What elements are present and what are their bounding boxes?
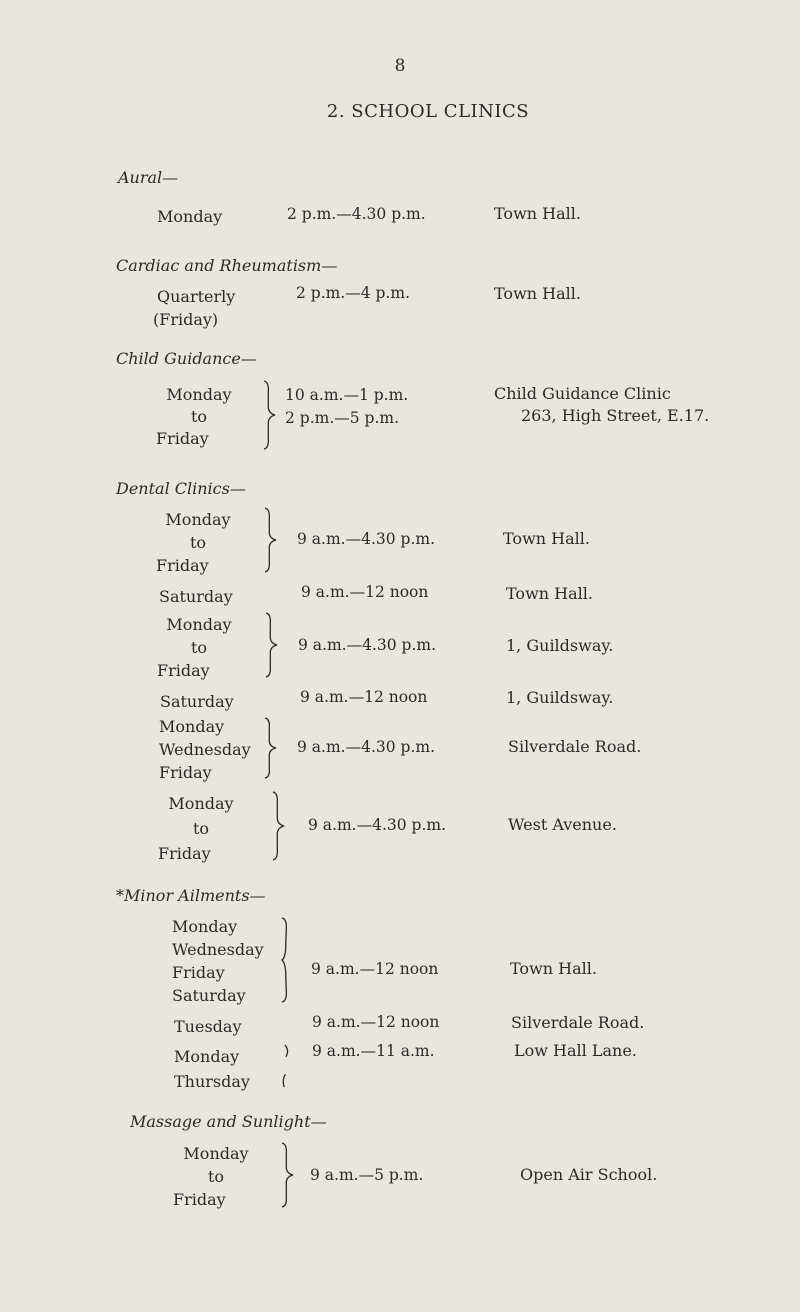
day-label: Monday	[159, 717, 225, 736]
day-label: Friday	[159, 763, 212, 782]
row-time: 9 a.m.—4.30 p.m.	[297, 530, 435, 548]
right-brace	[263, 716, 277, 780]
row-days	[156, 508, 240, 577]
row-days	[173, 1142, 259, 1211]
row-days	[153, 285, 236, 331]
row-location: Town Hall.	[503, 529, 590, 548]
row-days	[174, 1044, 250, 1094]
day-label: Saturday	[160, 692, 234, 711]
day-label: Friday	[158, 844, 211, 863]
row-location: Town Hall.	[494, 204, 581, 223]
row-location: Town Hall.	[506, 584, 593, 603]
row-days	[157, 205, 222, 228]
row-days	[159, 715, 251, 784]
row-time: 9 a.m.—11 a.m.	[312, 1042, 435, 1060]
day-label: Quarterly	[157, 287, 236, 306]
day-label: Tuesday	[174, 1017, 242, 1036]
day-label: to	[190, 638, 208, 657]
section-title-minor-ailments: *Minor Ailments—	[116, 886, 266, 905]
day-label: Monday	[166, 385, 232, 404]
day-label: Monday	[172, 917, 238, 936]
row-days	[174, 1015, 241, 1038]
day-label: Friday	[172, 963, 225, 982]
right-brace	[280, 1141, 294, 1209]
day-label: Wednesday	[172, 940, 264, 959]
day-label: to	[192, 819, 210, 838]
row-days	[157, 613, 241, 682]
section-title-child-guidance: Child Guidance—	[116, 349, 257, 368]
row-location	[494, 383, 709, 427]
right-brace	[262, 379, 276, 451]
row-time: 9 a.m.—4.30 p.m.	[308, 816, 446, 834]
day-label: Friday	[173, 1190, 226, 1209]
row-location: 1, Guildsway.	[506, 688, 614, 707]
day-label: Monday	[174, 1047, 240, 1066]
row-time: 2 p.m.—4 p.m.	[296, 284, 411, 302]
row-time: 9 a.m.—12 noon	[311, 960, 439, 978]
day-label: Monday	[157, 207, 223, 226]
row-location: Low Hall Lane.	[514, 1041, 637, 1060]
right-brace	[263, 506, 277, 574]
row-time: 2 p.m.—4.30 p.m.	[287, 205, 426, 223]
day-label: Saturday	[172, 986, 246, 1005]
day-label: Friday	[156, 556, 209, 575]
row-days	[160, 690, 234, 713]
right-brace	[271, 790, 285, 862]
section-title-dental: Dental Clinics—	[116, 479, 246, 498]
brace-stroke	[266, 613, 277, 677]
row-time: 9 a.m.—4.30 p.m.	[298, 636, 436, 654]
day-label: Monday	[183, 1144, 249, 1163]
brace-stroke	[264, 381, 275, 449]
day-label: Monday	[165, 510, 231, 529]
section-title-aural: Aural—	[118, 168, 179, 187]
brace-stroke	[265, 508, 276, 572]
brace-stroke	[265, 718, 276, 778]
day-label: to	[207, 1167, 225, 1186]
row-time: 9 a.m.—12 noon	[300, 688, 428, 706]
time-range: 2 p.m.—5 p.m.	[285, 409, 400, 427]
row-days	[158, 791, 244, 866]
row-time: 9 a.m.—5 p.m.	[310, 1166, 424, 1184]
row-location: Silverdale Road.	[511, 1013, 645, 1032]
row-time: 9 a.m.—12 noon	[312, 1013, 440, 1031]
page-number: 8	[394, 56, 406, 76]
row-times	[285, 384, 408, 430]
row-location: 1, Guildsway.	[506, 636, 614, 655]
time-range: 10 a.m.—1 p.m.	[285, 386, 409, 404]
day-label: Wednesday	[159, 740, 251, 759]
page-title: 2. SCHOOL CLINICS	[326, 101, 530, 122]
day-label: Friday	[156, 429, 209, 448]
row-location: Silverdale Road.	[508, 737, 642, 756]
row-time: 9 a.m.—4.30 p.m.	[297, 738, 435, 756]
day-label: Friday	[157, 661, 210, 680]
row-location: Open Air School.	[520, 1165, 658, 1184]
section-title-massage: Massage and Sunlight—	[130, 1112, 327, 1131]
row-location: Town Hall.	[510, 959, 597, 978]
row-days	[159, 585, 233, 608]
row-days	[156, 384, 242, 450]
day-label: to	[189, 533, 207, 552]
brace-stroke	[273, 792, 284, 860]
row-days	[172, 915, 264, 1007]
brace-stroke	[282, 918, 286, 1002]
day-label: Monday	[166, 615, 232, 634]
right-brace	[264, 611, 278, 679]
row-location: Town Hall.	[494, 284, 581, 303]
paren-brace	[280, 1043, 292, 1089]
brace-stroke	[282, 1143, 293, 1207]
curly-brace	[280, 916, 294, 1004]
row-time: 9 a.m.—12 noon	[301, 583, 429, 601]
brace-stroke	[283, 1045, 287, 1087]
location-line: 263, High Street, E.17.	[521, 406, 710, 425]
day-label: Monday	[168, 794, 234, 813]
section-title-cardiac: Cardiac and Rheumatism—	[116, 256, 338, 275]
day-label: Saturday	[159, 587, 233, 606]
day-label: (Friday)	[153, 310, 219, 329]
row-location: West Avenue.	[508, 815, 617, 834]
day-label: to	[190, 407, 208, 426]
location-line: Child Guidance Clinic	[494, 384, 671, 403]
day-label: Thursday	[174, 1072, 250, 1091]
